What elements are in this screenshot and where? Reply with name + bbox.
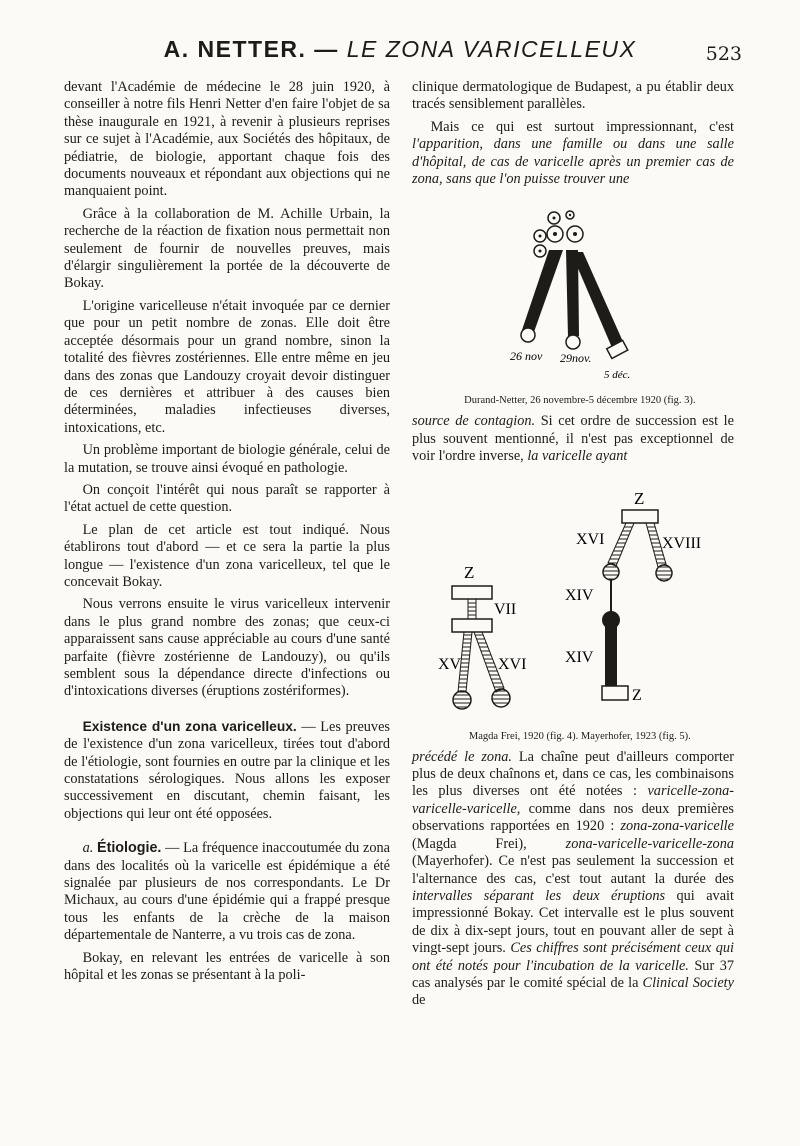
fig4-label: XV — [438, 655, 462, 673]
figures-4-5-diagram — [412, 474, 734, 730]
fig3-label: 26 nov — [510, 349, 543, 364]
paragraph: Le plan de cet article est tout indiqué. Nous établirons tout d'abord — et ce sera la partie la plus longue — l'existence d'un zona varicelleux, tel que le concevait Bokay. — [64, 521, 390, 590]
fig5-label: XIV — [565, 648, 594, 666]
paragraph: devant l'Académie de médecine le 28 juin 1920, à conseiller à notre fils Henri Netter d'en faire l'objet de sa thèse inaugurale en 1921, à revenir à plusieurs reprises sur ce sujet à l'Académie, aux Sociétés des hôpitaux, de pédiatrie, de biologie, apportant chaque fois des documents nouveaux et répondant aux objections qui ne manquaient point. — [64, 79, 390, 200]
header-title: LE ZONA VARICELLEUX — [346, 36, 637, 62]
fig4-label: VII — [494, 600, 517, 618]
paragraph: Un problème important de biologie générale, celui de la mutation, se trouve ainsi évoqué en pathologie. — [64, 442, 390, 476]
fig3-label: 5 déc. — [604, 369, 631, 382]
section-heading: Existence d'un zona varicelleux. — [82, 718, 297, 734]
paragraph: Nous verrons ensuite le virus varicelleux intervenir dans le plus grand nombre des zonas; que ceux-ci apparaissent sans cause appréciable au cours d'une santé parfaite (fièvre zostérienne de Landouzy), ou qu'ils semblent sous la dépendance directe d'infections ou d'intoxications diverses (éruptions zostériformes). — [64, 596, 390, 700]
figure-3-caption: Durand-Netter, 26 novembre-5 décembre 1920 (fig. 3). — [464, 395, 696, 407]
paragraph: On conçoit l'intérêt qui nous paraît se rapporter à l'état actuel de cette question. — [64, 481, 390, 516]
fig5-label: XVI — [576, 530, 605, 548]
paragraph: clinique dermatologique de Budapest, a pu établir deux tracés sensiblement parallèles. — [412, 79, 734, 113]
header-author: A. NETTER. — [163, 36, 307, 62]
fig4-label: XVI — [498, 655, 527, 673]
paragraph: Bokay, en relevant les entrées de varicelle à son hôpital et les zonas se présentant à la poli- — [64, 949, 390, 984]
page-header — [0, 32, 800, 72]
fig5-label: XIV — [565, 586, 594, 604]
figures-4-5 — [412, 474, 734, 730]
paragraph: Mais ce qui est surtout impressionnant, c'est l'apparition, dans une famille ou dans une salle d'hôpital, de cas de varicelle après un premier cas de zona, sans que l'on puisse trouver une — [412, 118, 734, 188]
paragraph: source de contagion. Si cet ordre de succession est le plus souvent mentionné, il n'est pas exceptionnel de voir l'ordre inverse, la varicelle ayant — [412, 413, 734, 465]
subsection-paragraph: a. Étiologie. — La fréquence inaccoutumée du zona dans des localités où la varicelle est épidémique a été signalée par plusieurs de nos correspondants. Le Dr Michaux, au cours d'une épidémie qui a frappé presque tous les enfants de la crèche de la maison départementale de Nanterre, a vu trois cas de zona. — [64, 840, 391, 944]
paragraph: précédé le zona. La chaîne peut d'ailleurs comporter plus de deux chaînons et, dans ce cas, les combinaisons les plus diverses ont été notées : varicelle-zona-varicelle-varicelle, comme dans nos deux premières observations rapportées en 1920 : zona-zona-varicelle (Magda Frei), zona-varicelle-varicelle-zona (Mayerhofer). Ce n'est pas seulement la succession et l'alternance des cas, c'est tout autant la durée des intervalles séparant les deux éruptions qui avait impressionné Bokay. Cet intervalle est le plus souvent de dix à dix-sept jours, tout en pouvant aller de sept à vingt-sept jours. Ces chiffres sont précisément ceux qui ont été notés pour l'incubation de la varicelle. Sur 37 cas analysés par le comité spécial de la Clinical Society de — [412, 748, 735, 1009]
paragraph: Grâce à la collaboration de M. Achille Urbain, la recherche de la réaction de fixation nous permettait non seulement de fournir de nouvelles preuves, mais d'élargir singulièrement la portée de la découverte de Bokay. — [64, 205, 390, 292]
figure-3-diagram — [412, 194, 734, 394]
fig4-label: Z — [464, 562, 475, 582]
fig5-label: XVIII — [662, 534, 702, 552]
section-paragraph: Existence d'un zona varicelleux. — Les preuves de l'existence d'un zona varicelleux, tirées tout d'abord de l'étiologie, sont fournies en outre par la clinique et les constatations sérologiques. Nous allons les exposer successivement en discutant, chemin faisant, les objections qui leur ont été opposées. — [64, 718, 390, 822]
running-title — [0, 36, 800, 63]
page-number: 523 — [705, 43, 742, 65]
subsection-heading: Étiologie. — [97, 840, 162, 857]
fig5-label: Z — [634, 488, 645, 508]
right-column — [412, 79, 734, 1015]
header-dash: — — [314, 36, 339, 62]
fig5-label: Z — [632, 686, 642, 704]
figures-4-5-caption: Magda Frei, 1920 (fig. 4). Mayerhofer, 1923 (fig. 5). — [468, 730, 691, 742]
figure-3 — [412, 194, 734, 394]
fig3-label: 29nov. — [560, 351, 592, 366]
left-column — [64, 79, 390, 990]
paragraph: L'origine varicelleuse n'était invoquée par ce dernier que pour un petit nombre de zonas. Elle doit être acceptée désormais pour un grand nombre, sinon la totalité des fièvres zostériennes. Elle entre même en jeu dans des zonas que Landouzy croyait devoir distinguer de ces dernières et attribuer à des causes bien déterminées, maladies infectieuses diverses, intoxications, etc. — [64, 297, 390, 436]
subsection-letter: a. — [82, 840, 94, 857]
